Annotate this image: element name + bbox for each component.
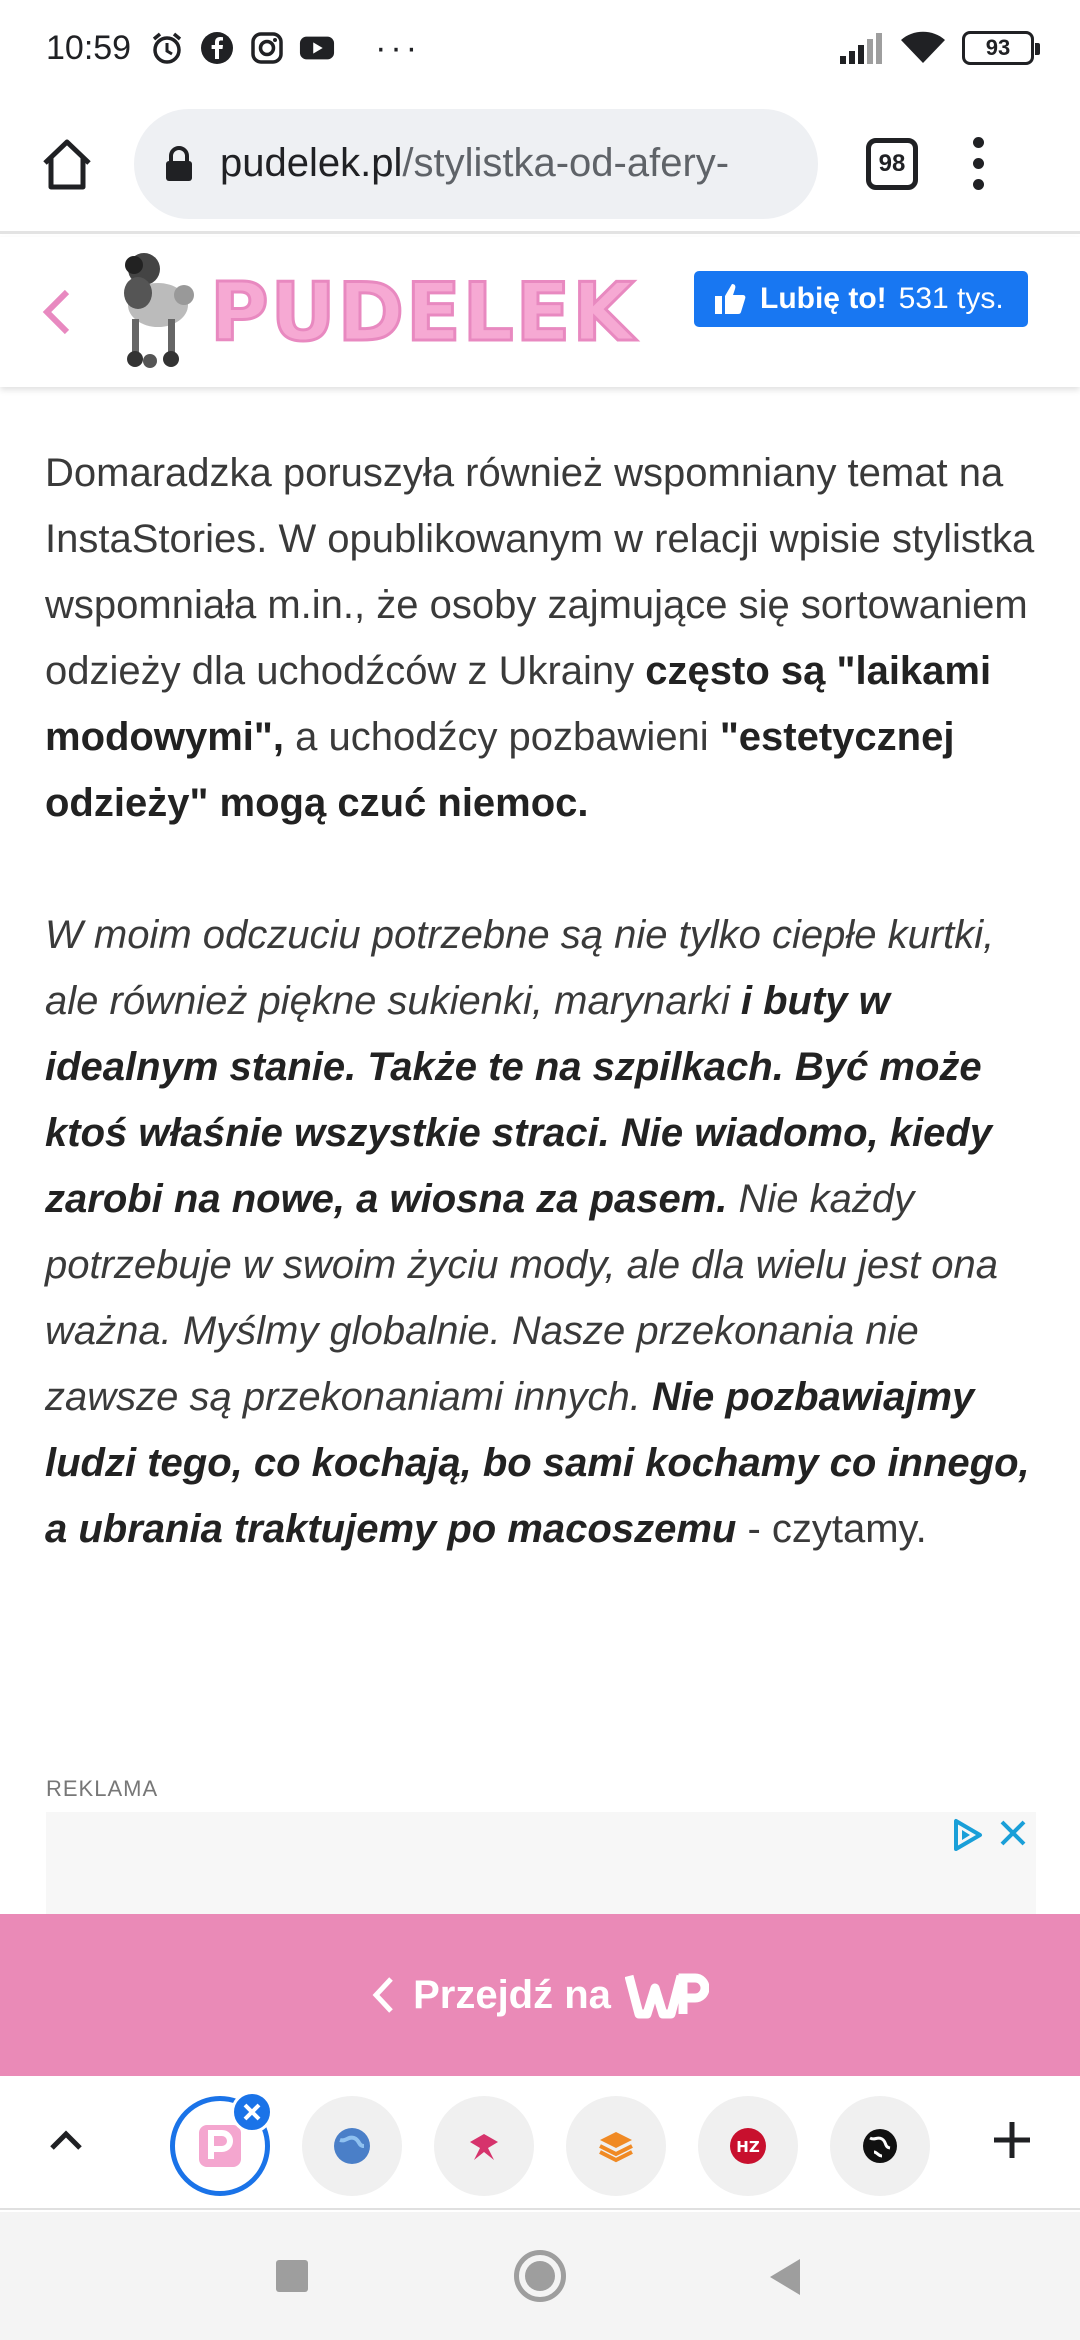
more-notifications: ··· xyxy=(375,28,422,67)
tab-pudelek[interactable] xyxy=(170,2096,270,2196)
url-path: /stylistka-od-afery- xyxy=(402,141,730,185)
youtube-icon xyxy=(299,30,335,66)
stack-icon xyxy=(596,2126,636,2166)
tab-dark-globe[interactable] xyxy=(830,2096,930,2196)
battery-level: 93 xyxy=(985,35,1011,60)
lock-icon xyxy=(164,146,194,182)
go-to-wp-banner[interactable] xyxy=(0,1914,1080,2076)
site-header xyxy=(0,237,1080,387)
home-button[interactable] xyxy=(30,127,104,201)
new-tab-icon[interactable] xyxy=(990,2118,1034,2162)
close-icon xyxy=(242,2102,262,2122)
url-text xyxy=(220,141,729,186)
tab-hz[interactable] xyxy=(698,2096,798,2196)
butterfly-icon xyxy=(464,2126,504,2166)
wp-banner-label: Przejdź na xyxy=(413,1972,611,2017)
address-bar[interactable] xyxy=(134,109,818,219)
like-label: Lubię to! xyxy=(760,282,887,315)
home-icon xyxy=(39,137,95,191)
ad-close-icon[interactable] xyxy=(998,1818,1028,1848)
article-body xyxy=(45,440,1040,1628)
article-quote: W moim odczuciu potrzebne są nie tylko ciepłe kurtki, ale również piękne sukienki, marynarki i buty w idealnym stanie. Także te na szpilkach. Być może ktoś właśnie wszystkie straci. Nie wiadomo, kiedy zarobi na nowe, a wiosna za pasem. Nie każdy potrzebuje w swoim życiu mody, ale dla wielu jest ona ważna. Myślmy globalnie. Nasze przekonania nie zawsze są przekonaniami innych. Nie pozbawiajmy ludzi tego, co kochają, bo sami kochamy co innego, a ubrania traktujemy po macoszemu - czytamy. xyxy=(45,913,1030,1551)
tab-globe[interactable] xyxy=(302,2096,402,2196)
ad-slot[interactable] xyxy=(46,1812,1036,1922)
adchoices-icon[interactable] xyxy=(950,1818,984,1852)
tab-count: 98 xyxy=(878,149,906,177)
wifi-icon xyxy=(900,30,946,66)
pudelek-favicon xyxy=(197,2123,243,2169)
tab-strip xyxy=(0,2076,1080,2210)
status-time: 10:59 xyxy=(46,28,132,67)
poodle-icon xyxy=(106,247,216,377)
chevron-left-icon xyxy=(41,288,71,336)
hz-icon xyxy=(728,2126,768,2166)
status-bar xyxy=(0,0,1080,96)
svg-text:HZ: HZ xyxy=(736,2138,760,2156)
signal-icon xyxy=(838,30,884,66)
like-count: 531 tys. xyxy=(898,282,1004,315)
tab-butterfly[interactable] xyxy=(434,2096,534,2196)
dark-globe-icon xyxy=(860,2126,900,2166)
back-button[interactable] xyxy=(36,282,76,342)
tab-switcher-button[interactable] xyxy=(866,138,918,190)
article-paragraph: Domaradzka poruszyła również wspomniany temat na InstaStories. W opublikowanym w relacji wpisie stylistka wspomniała m.in., że osoby zajmujące się sortowaniem odzieży dla uchodźców z Ukrainy często są "laikami modowymi", a uchodźcy pozbawieni "estetycznej odzieży" mogą czuć niemoc. xyxy=(45,451,1035,825)
url-domain: pudelek.pl xyxy=(220,141,403,185)
globe-icon xyxy=(332,2126,372,2166)
chevron-up-icon[interactable] xyxy=(46,2120,86,2160)
back-nav-button[interactable] xyxy=(766,2256,804,2298)
battery-icon xyxy=(962,31,1034,65)
alarm-icon xyxy=(149,30,185,66)
home-nav-button[interactable] xyxy=(514,2250,566,2302)
recents-button[interactable] xyxy=(276,2260,308,2292)
facebook-like-button[interactable] xyxy=(694,271,1028,327)
browser-menu-button[interactable] xyxy=(968,137,988,190)
close-tab-button[interactable] xyxy=(231,2091,273,2133)
system-nav-bar xyxy=(0,2212,1080,2340)
wp-logo-icon xyxy=(625,1970,709,2020)
tab-stack[interactable] xyxy=(566,2096,666,2196)
pudelek-logo[interactable] xyxy=(106,247,636,377)
browser-toolbar xyxy=(0,96,1080,234)
thumbs-up-icon xyxy=(714,282,748,316)
logo-text: PUDELEK xyxy=(210,266,637,359)
facebook-icon xyxy=(199,30,235,66)
instagram-icon xyxy=(249,30,285,66)
chevron-left-icon xyxy=(371,1975,395,2015)
ad-label: REKLAMA xyxy=(46,1776,159,1801)
